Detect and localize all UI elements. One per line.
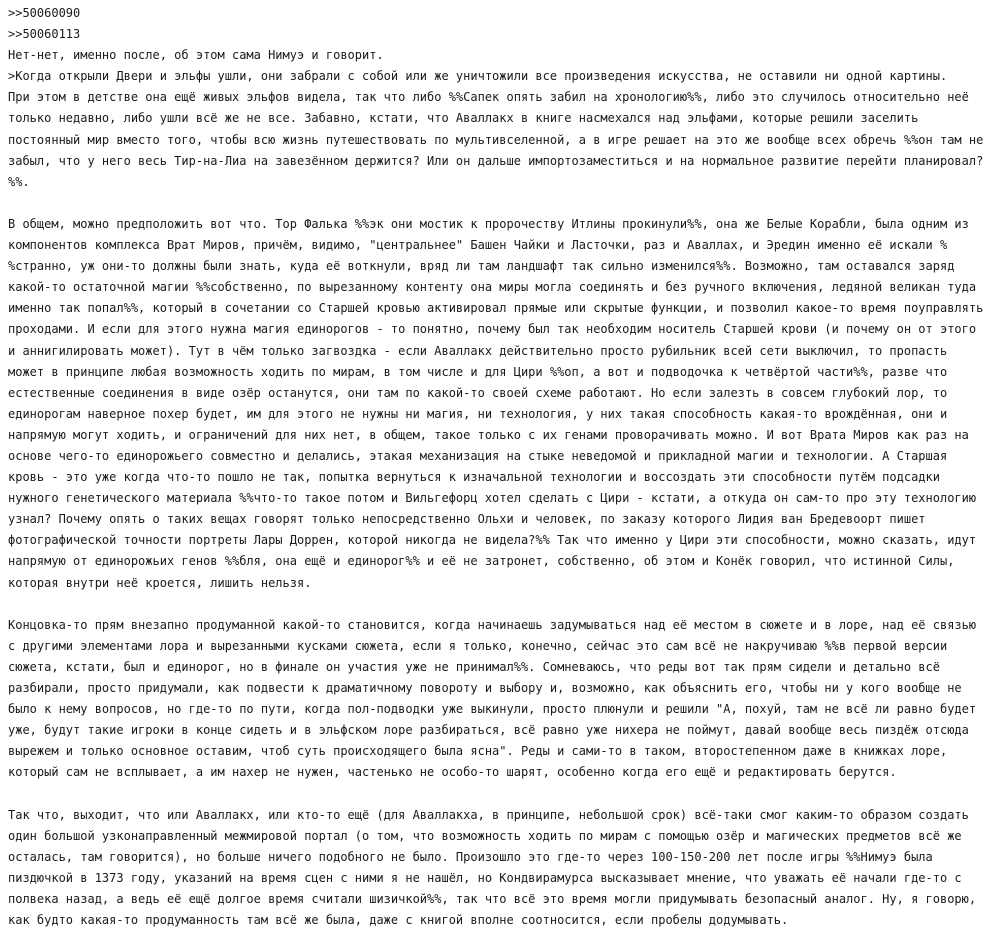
text-line-38 <box>8 783 992 804</box>
text-line-24: нужного генетического материала %%что-то такое потом и Вильгефорц хотел сделать с Цири - кстати, а откуда он сам-то про эту технологию <box>8 491 977 506</box>
text-line-34: было к нему вопросов, но где-то по пути, когда пол-подводки уже выкинули, просто плюнули и решили "А, похуй, там не всё ли равно будет <box>8 702 977 717</box>
text-line-28: которая внутри неё кроется, лишить нельзя. <box>8 575 312 590</box>
text-line-32: сюжета, кстати, был и единорог, но в финале он участия уже не принимал%%. Сомневаюсь, что реды вот так прям сидели и детально всё <box>8 659 940 674</box>
text-line-5: При этом в детстве она ещё живых эльфов видела, так что либо %%Сапек опять забил на хронологию%%, либо это случилось относительно неё <box>8 90 969 105</box>
text-line-16: проходами. И если для этого нужна магия единорогов - то понятно, почему был так необходим носитель Старшей крови (и почему он от этого <box>8 322 977 337</box>
text-line-11: В общем, можно предположить вот что. Тор Фалька %%эк они мостик к пророчеству Итлины прокинули%%, она же Белые Корабли, была одним из <box>8 216 969 231</box>
text-line-43: полвека назад, а ведь её ещё долгое время считали шизичкой%%, так что всё это время могли придумывать безопасный аналог. Ну, я говорю, <box>8 891 977 906</box>
text-line-10 <box>8 193 992 214</box>
text-line-44: как будто какая-то продуманность там всё же была, даже с книгой вполне соотносится, если пробелы додумывать. <box>8 913 789 928</box>
text-line-6: только недавно, либо ушли всё же не все. Забавно, кстати, что Аваллакх в книге насмехался над эльфами, которые решили заселить <box>8 111 919 126</box>
text-line-3: Нет-нет, именно после, об этом сама Нимуэ и говорит. <box>8 48 384 63</box>
text-line-35: уже, будут такие игроки в конце сидеть и в эльфском лоре разбираться, всё равно уже нихера не поймут, давай вообще весь пиздёж отсюда <box>8 723 969 738</box>
text-line-2: >>50060113 <box>8 27 81 42</box>
text-line-8: забыл, что у него весь Тир-на-Лиа на завезённом держится? Или он дальше импортозаместиться и на нормальное развитие перейти планировал? <box>8 153 984 168</box>
text-line-20: единорогам наверное похер будет, им для этого не нужны ни магия, ни технология, у них такая способность какая-то врождённая, они и <box>8 406 948 421</box>
text-line-37: который сам не всплывает, а им нахер не нужен, частенько не особо-то шарят, особенно когда его ещё и редактировать берутся. <box>8 765 897 780</box>
text-line-26: фотографической точности портреты Лары Доррен, которой никогда не видела?%% Так что именно у Цири эти способности, можно сказать, идут <box>8 533 977 548</box>
text-line-14: какой-то остаточной магии %%собственно, по вырезанному контенту она миры могла соединять и без ручного включения, ледяной великан туда <box>8 280 977 295</box>
text-line-23: кровь - это уже когда что-то пошло не так, попытка вернуться к изначальной технологии и воссоздать эти способности путём подсадки <box>8 470 940 485</box>
text-line-27: напрямую от единорожьих генов %%бля, она ещё и единорог%% и её не затронет, собственно, об этом и Конёк говорил, что истинной Силы, <box>8 554 955 569</box>
text-line-33: разбирали, просто придумали, как подвести к драматичному повороту и выбору и, возможно, как объяснить его, чтобы ни у кого вообще не <box>8 681 962 695</box>
text-line-29 <box>8 594 992 615</box>
text-line-4: >Когда открыли Двери и эльфы ушли, они забрали с собой или же уничтожили все произведения искусства, не оставили ни одной картины. <box>8 69 948 84</box>
text-line-25: узнал? Почему опять о таких вещах говорят только непосредственно Ольхи и человек, по заказу которого Лидия ван Бредевоорт пишет <box>8 512 926 527</box>
text-line-22: основе чего-то единорожьего совместно и делались, этакая механизация на стыке неведомой и прикладной магии и технологии. А Старшая <box>8 448 948 463</box>
text-line-41: осталась, там говорится), но больше ничего подобного не было. Произошло это где-то через 100-150-200 лет после игры %%Нимуэ была <box>8 849 933 864</box>
text-line-19: естественные соединения в виде озёр останутся, они там по какой-то своей схеме работают. Но если залезть в совсем глубокий лор, то <box>8 385 948 400</box>
text-line-1: >>50060090 <box>8 6 81 20</box>
text-line-21: напрямую могут ходить, и ограничений для них нет, в общем, такое только с их генами проворачивать можно. И вот Врата Миров как раз на <box>8 427 969 442</box>
text-line-9: %%. <box>8 174 30 189</box>
text-line-15: именно так попал%%, который в сочетании со Старшей кровью активировал прямые или скрытые функции, и позволил какое-то время поуправлять <box>8 301 984 316</box>
text-line-42: пиздючкой в 1373 году, указаний на время сцен с ними я не нашёл, но Кондвирамурса высказывает мнение, что уважать её начали где-то с <box>8 870 962 885</box>
text-line-40: один большой узконаправленный межмировой портал (о том, что возможность ходить по мирам с помощью озёр и магических предметов всё же <box>8 828 962 843</box>
text-line-36: вырежем и только основное оставим, чтоб суть происходящего была ясна". Реды и сами-то в таком, второстепенном даже в книжках лоре, <box>8 744 948 759</box>
text-line-17: и аннигилировать может). Тут в чём только загвоздка - если Аваллакх действительно просто рубильник всей сети выключил, то пропасть <box>8 343 948 358</box>
text-line-13: %странно, уж они-то должны были знать, куда её воткнули, вряд ли там ландшафт так сильно изменился%%. Возможно, там оставался заряд <box>8 259 955 274</box>
text-line-39: Так что, выходит, что или Аваллакх, или кто-то ещё (для Аваллакха, в принципе, небольшой срок) всё-таки смог каким-то образом создать <box>8 807 969 822</box>
text-line-7: постоянный мир вместо того, чтобы всю жизнь путешествовать по мультивселенной, а в игре решает на это же вообще всех обречь %%он там не <box>8 132 984 147</box>
text-line-31: с другими элементами лора и вырезанными кусками сюжета, если я только, конечно, сейчас это сам всё не накручиваю %%в первой версии <box>8 638 948 653</box>
text-line-18: может в принципе любая возможность ходить по мирам, в том числе и для Цири %%оп, а вот и подводочка к четвёртой части%%, разве что <box>8 364 948 379</box>
text-line-30: Концовка-то прям внезапно продуманной какой-то становится, когда начинаешь задумываться над её местом в сюжете и в лоре, над её связью <box>8 617 977 632</box>
text-line-12: компонентов комплекса Врат Миров, причём, видимо, "центральнее" Башен Чайки и Ласточки, раз и Аваллах, и Эредин именно её искали % <box>8 238 948 253</box>
